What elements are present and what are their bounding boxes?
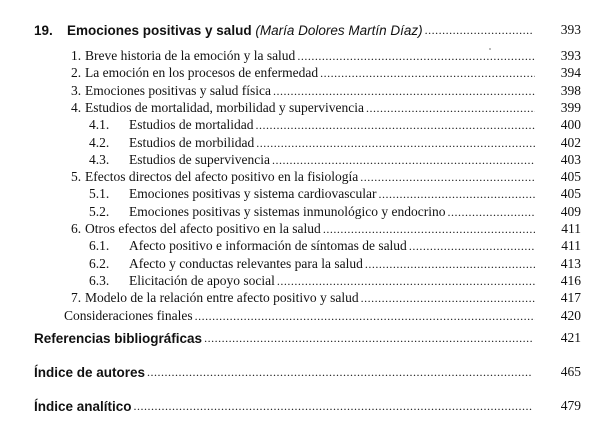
leader-dots [277, 274, 535, 289]
toc-entry [71, 167, 537, 185]
entry-number: 4.2. [89, 135, 110, 150]
leader-dots [204, 331, 532, 346]
toc-entry [89, 254, 537, 272]
entry-title: Breve historia de la emoción y la salud [85, 48, 296, 63]
entry-title: Otros efectos del afecto positivo en la salud [85, 221, 321, 236]
chapter-page: 393 [560, 22, 581, 37]
entry-number: 7. [71, 290, 82, 305]
entry-page: 420 [560, 308, 581, 323]
section-entry [34, 362, 534, 380]
leader-dots [147, 365, 532, 380]
leader-dots [365, 257, 535, 272]
chapter-title: Emociones positivas y salud [67, 23, 252, 38]
leader-dots [297, 49, 535, 64]
leader-dots [323, 222, 535, 237]
toc-entry [71, 81, 537, 99]
entry-title: Afecto y conductas relevantes para la salud [129, 256, 363, 271]
leader-dots [447, 205, 535, 220]
leader-dots [366, 101, 535, 116]
toc-entry [89, 236, 537, 254]
toc-entry [89, 115, 537, 133]
entry-page: 411 [561, 221, 581, 236]
entry-title: La emoción en los procesos de enfermedad [85, 65, 319, 80]
toc-entry [89, 150, 537, 168]
entry-number: 3. [71, 83, 82, 98]
entry-number: 4.3. [89, 152, 110, 167]
toc-entry [71, 46, 537, 64]
entry-number: 4. [71, 100, 82, 115]
entry-page: 394 [560, 65, 581, 80]
entry-page: 398 [560, 83, 581, 98]
chapter-heading [34, 20, 534, 38]
entry-page: 400 [560, 117, 581, 132]
entry-number: 6.3. [89, 273, 110, 288]
entry-page: 405 [560, 186, 581, 201]
entry-page: 411 [561, 238, 581, 253]
entry-title: Afecto positivo e información de síntomas de salud [129, 238, 407, 253]
entry-number: 1. [71, 48, 82, 63]
toc-entry [89, 133, 537, 151]
entry-number: 5.1. [89, 186, 110, 201]
entry-number: 5. [71, 169, 82, 184]
leader-dots [272, 153, 535, 168]
toc-entry [71, 98, 537, 116]
entry-page: 393 [560, 48, 581, 63]
entry-title: Consideraciones finales [64, 308, 193, 323]
leader-dots [134, 399, 532, 414]
leader-dots [409, 239, 535, 254]
leader-dots [255, 118, 535, 133]
section-page: 421 [560, 330, 581, 345]
entry-title: Emociones positivas y sistema cardiovascular [129, 186, 377, 201]
entry-page: 402 [560, 135, 581, 150]
toc-entry [64, 306, 537, 324]
entry-page: 405 [560, 169, 581, 184]
entry-number: 6. [71, 221, 82, 236]
chapter-number: 19. [34, 23, 53, 38]
entry-title: Efectos directos del afecto positivo en la fisiología [85, 169, 359, 184]
section-page: 479 [560, 398, 581, 413]
toc-entry [71, 288, 537, 306]
leader-dots [425, 23, 532, 38]
entry-page: 416 [560, 273, 581, 288]
leader-dots [360, 170, 535, 185]
entry-page: 399 [560, 100, 581, 115]
entry-title: Emociones positivas y sistemas inmunológico y endocrino [129, 204, 446, 219]
entry-title: Estudios de mortalidad, morbilidad y supervivencia [85, 100, 364, 115]
section-title: Índice de autores [34, 365, 146, 380]
entry-title: Estudios de mortalidad [129, 117, 254, 132]
entry-page: 417 [560, 290, 581, 305]
entry-page: 413 [560, 256, 581, 271]
entry-number: 6.1. [89, 238, 110, 253]
toc-entry [89, 202, 537, 220]
leader-dots [320, 66, 535, 81]
toc-entry [71, 219, 537, 237]
section-title: Índice analítico [34, 399, 132, 414]
entry-title: Estudios de morbilidad [129, 135, 255, 150]
entry-title: Elicitación de apoyo social [129, 273, 275, 288]
leader-dots [378, 187, 535, 202]
entry-title: Emociones positivas y salud física [85, 83, 271, 98]
entry-page: 409 [560, 204, 581, 219]
toc-entry [89, 184, 537, 202]
entry-number: 2. [71, 65, 82, 80]
entry-title: Estudios de supervivencia [129, 152, 270, 167]
section-entry [34, 328, 534, 346]
entry-number: 5.2. [89, 204, 110, 219]
section-title: Referencias bibliográficas [34, 331, 203, 346]
entry-title: Modelo de la relación entre afecto positivo y salud [85, 290, 359, 305]
entry-number: 4.1. [89, 117, 110, 132]
entry-page: 403 [560, 152, 581, 167]
chapter-author: (María Dolores Martín Díaz) [255, 23, 423, 38]
section-entry [34, 396, 534, 414]
section-page: 465 [560, 364, 581, 379]
toc-entry [89, 271, 537, 289]
leader-dots [273, 84, 535, 99]
leader-dots [195, 309, 535, 324]
entry-number: 6.2. [89, 256, 110, 271]
leader-dots [256, 136, 535, 151]
toc-entry [71, 63, 537, 81]
leader-dots [361, 291, 535, 306]
